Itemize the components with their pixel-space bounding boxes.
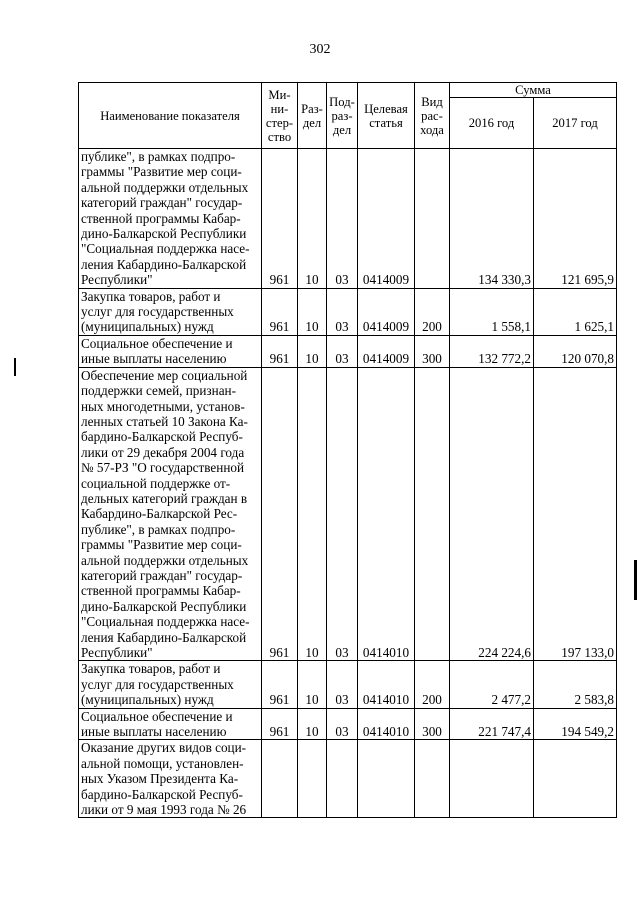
row-2017	[534, 740, 617, 818]
row-ministry: 961	[262, 149, 298, 289]
row-2017: 2 583,8	[534, 661, 617, 708]
row-kind: 200	[415, 661, 450, 708]
header-kind: Вид рас- хода	[415, 83, 450, 149]
scan-edge-mark	[634, 560, 637, 600]
row-section: 10	[298, 367, 327, 661]
row-section	[298, 740, 327, 818]
row-kind: 300	[415, 335, 450, 367]
table-row	[79, 708, 617, 740]
row-ministry: 961	[262, 367, 298, 661]
row-kind	[415, 367, 450, 661]
header-ministry: Ми- ни- стер- ство	[262, 83, 298, 149]
row-ministry	[262, 740, 298, 818]
row-2016: 2 477,2	[450, 661, 534, 708]
header-name: Наименование показателя	[79, 83, 262, 149]
row-subsection: 03	[327, 288, 358, 335]
row-subsection: 03	[327, 367, 358, 661]
header-2016: 2016 год	[450, 98, 534, 149]
row-2016: 1 558,1	[450, 288, 534, 335]
row-2016: 221 747,4	[450, 708, 534, 740]
row-subsection: 03	[327, 708, 358, 740]
row-name: Социальное обеспечение и иные выплаты населению	[79, 708, 262, 740]
budget-table	[78, 82, 617, 818]
row-kind: 200	[415, 288, 450, 335]
row-target: 0414010	[358, 661, 415, 708]
row-section: 10	[298, 708, 327, 740]
row-target: 0414010	[358, 708, 415, 740]
row-ministry: 961	[262, 335, 298, 367]
table-row	[79, 335, 617, 367]
row-subsection: 03	[327, 661, 358, 708]
row-subsection: 03	[327, 335, 358, 367]
row-name: Закупка товаров, работ и услуг для государственных (муниципальных) нужд	[79, 288, 262, 335]
row-ministry: 961	[262, 661, 298, 708]
row-2016: 224 224,6	[450, 367, 534, 661]
table-row	[79, 661, 617, 708]
row-2017: 120 070,8	[534, 335, 617, 367]
table-row	[79, 740, 617, 818]
row-2017: 194 549,2	[534, 708, 617, 740]
row-name: Оказание других видов соци- альной помощи, установлен- ных Указом Президента Ка- бардино-Балкарской Респуб- лики от 9 мая 1993 года № 26	[79, 740, 262, 818]
margin-mark	[14, 358, 16, 376]
header-target: Целевая статья	[358, 83, 415, 149]
row-name: Социальное обеспечение и иные выплаты населению	[79, 335, 262, 367]
row-2016: 132 772,2	[450, 335, 534, 367]
row-name: публике", в рамках подпро- граммы "Развитие мер соци- альной поддержки отдельных категорий граждан" государ- ственной программы Кабар- дино-Балкарской Республики "Социальная поддержка насе- ления Кабардино-Балкарской Республики"	[79, 149, 262, 289]
row-ministry: 961	[262, 708, 298, 740]
header-section: Раз- дел	[298, 83, 327, 149]
header-sum: Сумма	[450, 83, 617, 98]
row-section: 10	[298, 335, 327, 367]
row-2017: 121 695,9	[534, 149, 617, 289]
row-subsection: 03	[327, 149, 358, 289]
row-target: 0414010	[358, 367, 415, 661]
row-target: 0414009	[358, 288, 415, 335]
row-name: Обеспечение мер социальной поддержки семей, признан- ных многодетными, установ- ленных статьей 10 Закона Ка- бардино-Балкарской Респуб- лики от 29 декабря 2004 года № 57-РЗ "О государственной социальной поддержке от- дельных категорий граждан в Кабардино-Балкарской Рес- публике", в рамках подпро- граммы "Развитие мер соци- альной поддержки отдельных категорий граждан" государ- ственной программы Кабар- дино-Балкарской Республики "Социальная поддержка насе- ления Кабардино-Балкарской Республики"	[79, 367, 262, 661]
row-2017: 1 625,1	[534, 288, 617, 335]
row-kind	[415, 149, 450, 289]
table-row	[79, 149, 617, 289]
row-target	[358, 740, 415, 818]
row-2016	[450, 740, 534, 818]
row-section: 10	[298, 661, 327, 708]
header-2017: 2017 год	[534, 98, 617, 149]
row-ministry: 961	[262, 288, 298, 335]
row-target: 0414009	[358, 149, 415, 289]
table-row	[79, 288, 617, 335]
page-number: 302	[309, 42, 331, 57]
header-subsection: Под- раз- дел	[327, 83, 358, 149]
row-section: 10	[298, 288, 327, 335]
row-kind: 300	[415, 708, 450, 740]
row-target: 0414009	[358, 335, 415, 367]
row-name: Закупка товаров, работ и услуг для государственных (муниципальных) нужд	[79, 661, 262, 708]
row-subsection	[327, 740, 358, 818]
row-section: 10	[298, 149, 327, 289]
row-2017: 197 133,0	[534, 367, 617, 661]
row-kind	[415, 740, 450, 818]
row-2016: 134 330,3	[450, 149, 534, 289]
table-row	[79, 367, 617, 661]
